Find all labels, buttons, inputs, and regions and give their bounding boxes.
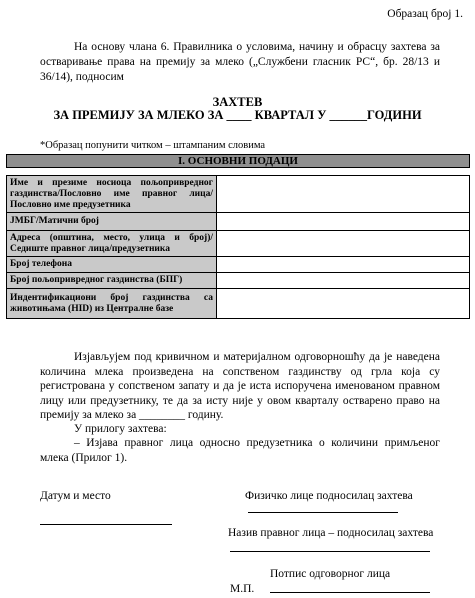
field-label-id-number: ЈМБГ/Матични број [7, 213, 217, 231]
physical-person-signature-line[interactable] [248, 512, 398, 513]
legal-entity-label: Назив правног лица – подносилац захтева [228, 527, 434, 539]
physical-person-label: Физичко лице подносилац захтева [245, 490, 413, 502]
date-place-label: Датум и место [40, 490, 111, 502]
field-value-phone[interactable] [217, 257, 470, 273]
table-row [7, 176, 470, 213]
date-place-line[interactable] [40, 524, 172, 525]
attachment-body: – Изјава правног лица односно предузетника о количини примљеног млека (Прилог 1). [40, 437, 440, 464]
form-number: Образац број 1. [387, 8, 463, 20]
field-label-farm-number: Број пољопривредног газдинства (БПГ) [7, 273, 217, 289]
field-value-farm-number[interactable] [217, 273, 470, 289]
field-value-holder-name[interactable] [217, 176, 470, 213]
field-value-address[interactable] [217, 231, 470, 257]
field-value-id-number[interactable] [217, 213, 470, 231]
field-label-phone: Број телефона [7, 257, 217, 273]
responsible-signature-label: Потпис одговорног лица [270, 568, 391, 580]
basic-data-table [6, 175, 470, 319]
attachment-heading: У прилогу захтева: [74, 423, 167, 435]
document-subtitle: ЗА ПРЕМИЈУ ЗА МЛЕКО ЗА ____ КВАРТАЛ У ______ГОДИНИ [53, 108, 422, 122]
responsible-signature-line[interactable] [270, 592, 430, 593]
intro-paragraph: На основу члана 6. Правилника о условима, начину и обрасцу захтева за остваривање права на премију за млеко („Службени гласник РС“, бр. 28/13 и 36/14), подносим [40, 41, 440, 83]
declaration-paragraph: Изјављујем под кривичном и материјалном одговорношћу да је наведена количина млека произведена на сопственом газдинству од грла која су регистрована у сопственом запату и да је иста испоручена именованом правном лицу или предузетнику, те да за исту није у овом кварталу остварено право на премију за млеко за ________ годину. [40, 351, 440, 421]
field-value-hid[interactable] [217, 289, 470, 319]
legal-entity-signature-line[interactable] [230, 551, 430, 552]
table-row [7, 273, 470, 289]
field-label-holder-name: Име и презиме носиоца пољопривредног газдинства/Пословно име правног лица/ Пословно име предузетника [7, 176, 217, 213]
field-label-hid: Индентификациони број газдинства са животињама (HID) из Централне базе [7, 289, 217, 319]
fill-note: *Образац попунити читком – штампаним словима [40, 140, 266, 151]
table-row [7, 289, 470, 319]
table-row [7, 231, 470, 257]
document-title: ЗАХТЕВ [212, 95, 263, 109]
table-row [7, 257, 470, 273]
field-label-address: Адреса (општина, место, улица и број)/ Седиште правног лица/предузетника [7, 231, 217, 257]
table-row [7, 213, 470, 231]
stamp-label: М.П. [230, 583, 255, 595]
section-heading-basic-data: I. ОСНОВНИ ПОДАЦИ [6, 154, 470, 168]
